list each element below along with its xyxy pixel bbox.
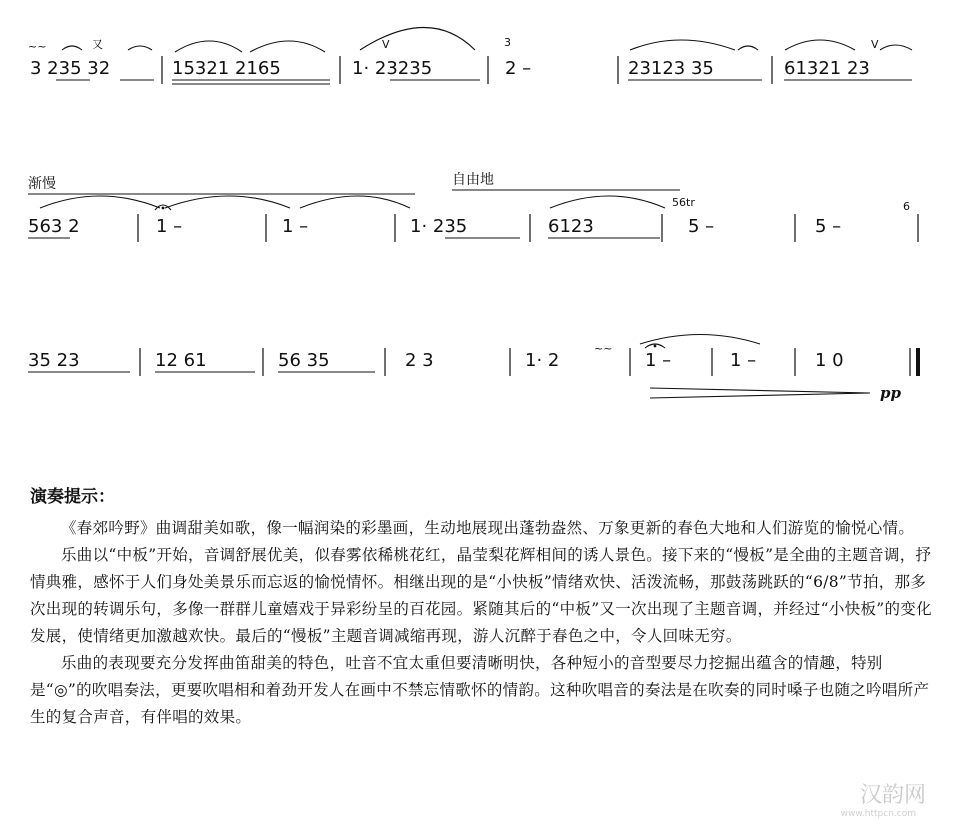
measure: 15321 2165 [172, 58, 281, 79]
measure: 1 – [645, 350, 672, 371]
measure: 1 0 [815, 350, 844, 371]
measure: 23123 35 [628, 58, 714, 79]
measure: 1 – [282, 216, 309, 237]
measure: 2 – [505, 58, 532, 79]
svg-text:~~: ~~ [594, 342, 613, 355]
score-line-2 [0, 170, 954, 300]
notes-paragraph: 《春郊吟野》曲调甜美如歌，像一幅润染的彩墨画，生动地展现出蓬勃盎然、万象更新的春色大地和人们游览的愉悦心情。 [61, 519, 915, 537]
svg-text:~~: ~~ [28, 40, 47, 53]
measure: 1 – [730, 350, 757, 371]
measure: 56 35 [278, 350, 330, 371]
measure: 6123 [548, 216, 594, 237]
measure: 35 23 [28, 350, 80, 371]
measure: 1· 235 [410, 216, 468, 237]
measure: 3 235 32 [30, 58, 111, 79]
svg-text:V: V [871, 38, 879, 51]
measure: 1 – [156, 216, 183, 237]
measure: 5 – [688, 216, 715, 237]
annotation-you: 又 [92, 38, 103, 51]
notes-heading: 演奏提示： [30, 487, 115, 507]
performance-notes [30, 482, 935, 731]
measure: 61321 23 [784, 58, 870, 79]
grace-note: 3 [504, 36, 511, 49]
notes-paragraph: 乐曲以“中板”开始，音调舒展优美，似春雾依稀桃花红，晶莹梨花辉相间的诱人景色。接下来的“慢板”是全曲的主题音调，抒情典雅，感怀于人们身处美景乐而忘返的愉悦情怀。相继出现的是“小快板”情绪欢快、活泼流畅，那鼓荡跳跃的“6/8”节拍，那多次出现的转调乐句，多像一群群儿童嬉戏于异彩纷呈的百花园。紧随其后的“中板”又一次出现了主题音调，并经过“小快板”的变化发展，使情绪更加激越欢快。最后的“慢板”主题音调减缩再现，游人沉醉于春色之中，令人回味无穷。 [30, 546, 932, 645]
watermark-logo: 汉韵网 [859, 783, 926, 808]
measure: 1· 23235 [352, 58, 433, 79]
measure: 2 3 [405, 350, 434, 371]
measure: 12 61 [155, 350, 207, 371]
tempo-free-mark: 自由地 [452, 172, 494, 188]
dynamic-pp: pp [880, 384, 901, 402]
measure: 1· 2 [525, 350, 560, 371]
trill-mark: tr [686, 196, 695, 209]
breath-mark: V [382, 38, 390, 51]
watermark-url: www.httpcn.com [840, 809, 916, 819]
grace-note: 6 [903, 200, 910, 213]
tempo-slow-mark: 渐慢 [28, 176, 56, 192]
grace-note: 56 [672, 196, 686, 209]
notes-paragraph: 乐曲的表现要充分发挥曲笛甜美的特色，吐音不宜太重但要清晰明快，各种短小的音型要尽力挖掘出蕴含的情趣，特别是“◎”的吹唱奏法，更要吹唱相和着劲开发人在画中不禁忘情歌怀的情韵。这种吹唱音的奏法是在吹奏的同时嗓子也随之吟唱所产生的复合声音，有伴唱的效果。 [30, 654, 930, 726]
measure: 563 2 [28, 216, 80, 237]
score-line-1 [0, 0, 954, 130]
measure: 5 – [815, 216, 842, 237]
score-line-3 [0, 320, 954, 450]
